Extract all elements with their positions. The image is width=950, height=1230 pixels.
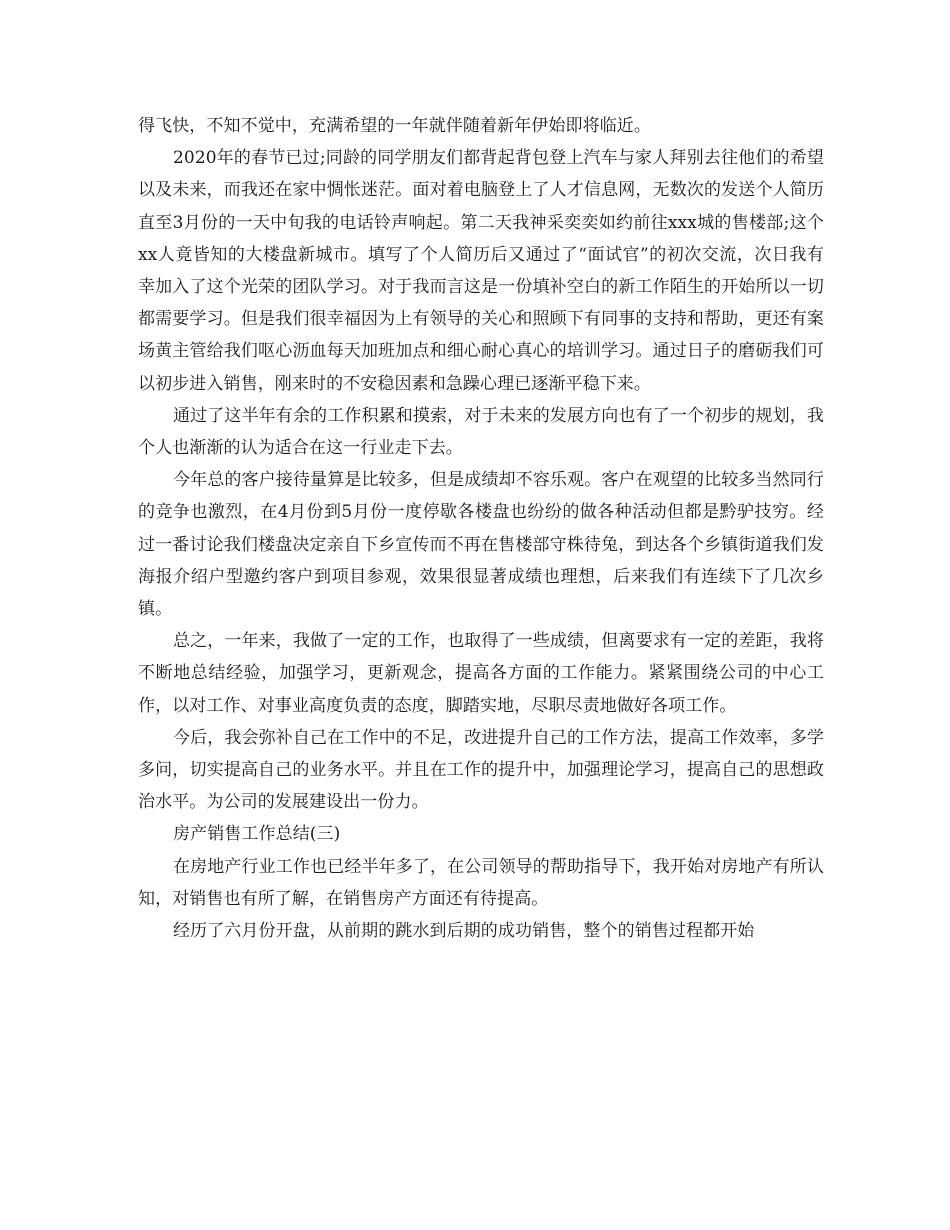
paragraph-real-estate: 在房地产行业工作也已经半年多了，在公司领导的帮助指导下，我开始对房地产有所认知，对销售也有所了解，在销售房产方面还有待提高。 [138, 856, 824, 909]
paragraph-customers: 今年总的客户接待量算是比较多，但是成绩却不容乐观。客户在观望的比较多当然同行的竞争也激烈，在4月份到5月份一度停歇各楼盘也纷纷的做各种活动但都是黔驴技穷。经过一番讨论我们楼盘决定亲自下乡宣传而不再在售楼部守株待兔，到达各个乡镇街道我们发海报介绍户型邀约客户到项目参观，效果很显著成绩也理想，后来我们有连续下了几次乡镇。 [138, 470, 824, 620]
paragraph-june-opening: 经历了六月份开盘，从前期的跳水到后期的成功销售，整个的销售过程都开始 [173, 921, 755, 942]
paragraph-summary: 总之，一年来，我做了一定的工作，也取得了一些成绩，但离要求有一定的差距，我将不断地总结经验，加强学习，更新观念，提高各方面的工作能力。紧紧围绕公司的中心工作，以对工作、对事业高度负责的态度，脚踏实地，尽职尽责地做好各项工作。 [138, 631, 824, 716]
paragraph-spring-festival: 2020年的春节已过;同龄的同学朋友们都背起背包登上汽车与家人拜别去往他们的希望以及未来，而我还在家中惆怅迷茫。面对着电脑登上了人才信息网，无数次的发送个人简历直至3月份的一天中旬我的电话铃声响起。第二天我神采奕奕如约前往xxx城的售楼部;这个xx人竟皆知的大楼盘新城市。填写了个人简历后又通过了“面试官”的初次交流，次日我有幸加入了这个光荣的团队学习。对于我而言这是一份填补空白的新工作陌生的开始所以一切都需要学习。但是我们很幸福因为上有领导的关心和照顾下有同事的支持和帮助，更还有案场黄主管给我们呕心沥血每天加班加点和细心耐心真心的培训学习。通过日子的磨砺我们可以初步进入销售，刚来时的不安稳因素和急躁心理已逐渐平稳下来。 [138, 148, 824, 394]
paragraph-continuation: 得飞快，不知不觉中，充满希望的一年就伴随着新年伊始即将临近。 [138, 116, 651, 136]
paragraph-half-year: 通过了这半年有余的工作积累和摸索，对于未来的发展方向也有了一个初步的规划，我个人也渐渐的认为适合在这一行业走下去。 [138, 405, 824, 459]
section-heading: 房产销售工作总结(三) [173, 824, 341, 845]
document-body [138, 110, 824, 947]
paragraph-future: 今后，我会弥补自己在工作中的不足，改进提升自己的工作方法，提高工作效率，多学多问，切实提高自己的业务水平。并且在工作的提升中，加强理论学习，提高自己的思想政治水平。为公司的发展建设出一份力。 [138, 727, 824, 813]
